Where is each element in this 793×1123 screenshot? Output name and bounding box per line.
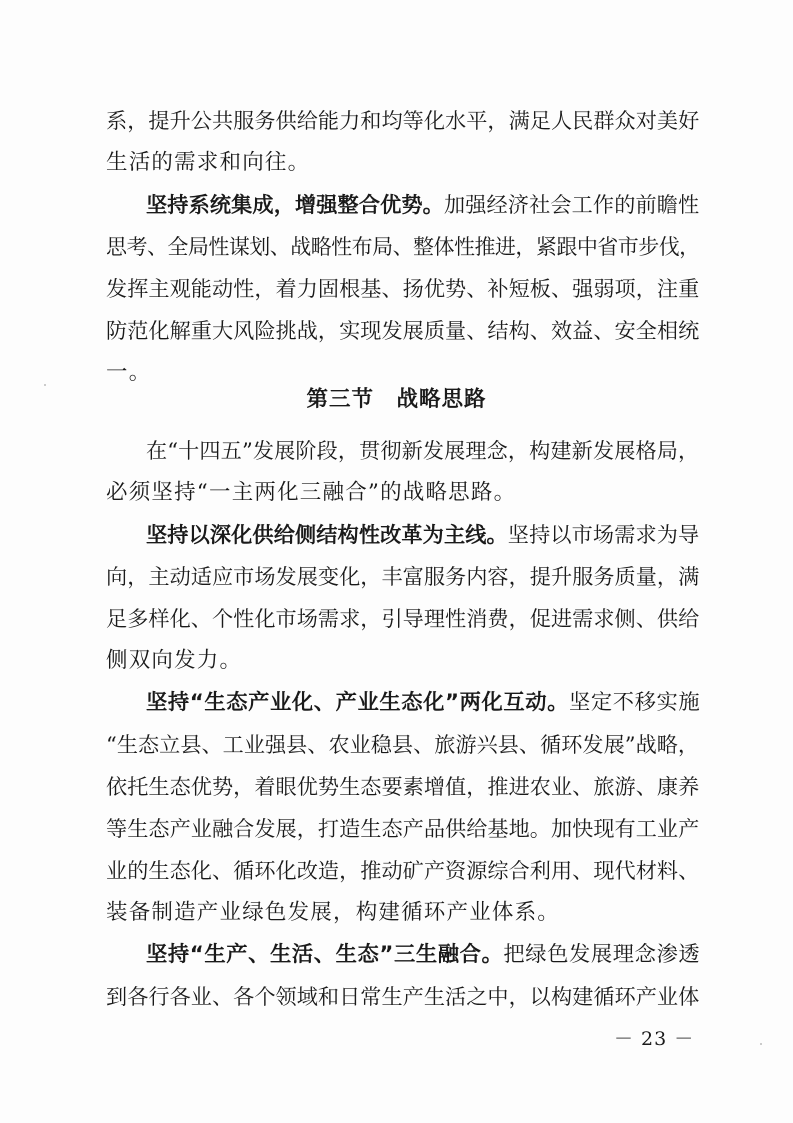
paragraph-line bbox=[106, 727, 699, 763]
scan-speck bbox=[44, 384, 46, 386]
bold-lead-span: 坚持“生态产业化、产业生态化”两化互动。 bbox=[146, 690, 569, 715]
paragraph-line bbox=[106, 271, 699, 307]
text-span: “生态立县、工业强县、农业稳县、旅游兴县、循环发展”战略， bbox=[106, 732, 700, 757]
scan-speck bbox=[760, 1043, 762, 1045]
paragraph-line bbox=[106, 895, 560, 931]
text-span: 向，主动适应市场发展变化，丰富服务内容，提升服务质量，满 bbox=[106, 564, 700, 589]
bold-lead-span: 坚持系统集成，增强整合优势。 bbox=[146, 192, 444, 217]
text-span: 装备制造产业绿色发展，构建循环产业体系。 bbox=[106, 900, 561, 925]
text-span: 思考、全局性谋划、战略性布局、整体性推进，紧跟中省市步伐， bbox=[106, 235, 700, 259]
paragraph-line bbox=[106, 229, 700, 265]
paragraph-line bbox=[106, 853, 699, 889]
paragraph-line bbox=[106, 979, 699, 1015]
paragraph-line bbox=[106, 769, 699, 805]
paragraph-line bbox=[106, 313, 699, 349]
text-span: 业的生态化、循环化改造，推动矿产资源综合利用、现代材料、 bbox=[106, 858, 700, 883]
text-span: 到各行各业、各个领域和日常生产生活之中，以构建循环产业体 bbox=[106, 984, 700, 1009]
bold-lead-span: 坚持以深化供给侧结构性改革为主线。 bbox=[146, 522, 508, 547]
text-span: 生活的需求和向往。 bbox=[106, 150, 311, 175]
paragraph-line bbox=[146, 517, 699, 553]
paragraph-line bbox=[146, 937, 700, 973]
paragraph-line bbox=[106, 601, 699, 637]
paragraph-line bbox=[106, 643, 242, 679]
text-span: 等生态产业融合发展，打造生态产品供给基地。加快现有工业产 bbox=[106, 816, 700, 841]
page-number: － 23 － bbox=[614, 1028, 695, 1050]
text-span: 一。 bbox=[106, 360, 152, 385]
text-span: 在“十四五”发展阶段，贯彻新发展理念，构建新发展格局， bbox=[146, 438, 700, 463]
paragraph-line bbox=[106, 559, 699, 595]
bold-lead-span: 坚持“生产、生活、生态”三生融合。 bbox=[146, 942, 504, 967]
text-span: 坚持以市场需求为导 bbox=[507, 522, 700, 547]
section-heading: 第三节 战略思路 bbox=[306, 387, 487, 412]
text-span: 侧双向发力。 bbox=[106, 648, 243, 673]
paragraph-line bbox=[106, 811, 699, 847]
text-span: 系，提升公共服务供给能力和均等化水平，满足人民群众对美好 bbox=[106, 108, 700, 133]
paragraph-line bbox=[106, 145, 310, 181]
text-span: 把绿色发展理念渗透 bbox=[503, 942, 701, 967]
text-span: 足多样化、个性化市场需求，引导理性消费，促进需求侧、供给 bbox=[106, 606, 700, 631]
paragraph-line bbox=[146, 433, 699, 469]
text-span: 防范化解重大风险挑战，实现发展质量、结构、效益、安全相统 bbox=[106, 318, 700, 343]
text-span: 必须坚持“一主两化三融合”的战略思路。 bbox=[106, 480, 517, 505]
paragraph-line bbox=[106, 475, 516, 511]
text-span: 坚定不移实施 bbox=[569, 690, 701, 715]
paragraph-line bbox=[146, 685, 700, 721]
paragraph-line bbox=[106, 103, 699, 139]
text-span: 加强经济社会工作的前瞻性 bbox=[443, 192, 700, 217]
text-span: 发挥主观能动性，着力固根基、扬优势、补短板、强弱项，注重 bbox=[106, 276, 700, 301]
paragraph-line bbox=[146, 187, 699, 223]
text-span: 依托生态优势，着眼优势生态要素增值，推进农业、旅游、康养 bbox=[106, 774, 700, 799]
